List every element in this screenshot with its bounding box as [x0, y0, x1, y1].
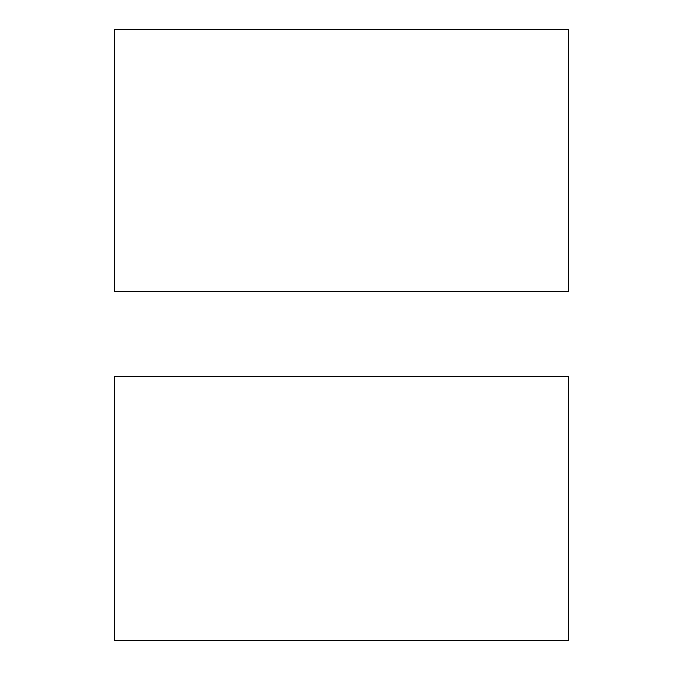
bottom-plot-svg [115, 377, 569, 641]
top-plot-svg [115, 30, 569, 292]
top-plot-area [114, 29, 569, 292]
bottom-plot-area [114, 376, 569, 641]
